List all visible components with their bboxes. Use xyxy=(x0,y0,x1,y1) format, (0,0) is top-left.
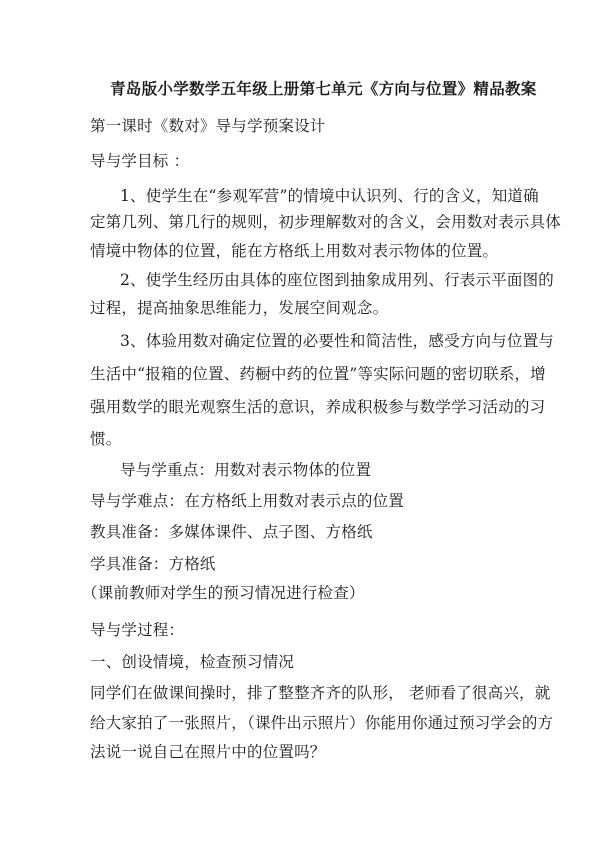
goal-1-line-1: 1、使学生在“参观军营”的情境中认识列、行的含义，知道确 xyxy=(120,187,539,205)
goal-2-line-1: 2、使学生经历由具体的座位图到抽象成用列、行表示平面图的 xyxy=(120,271,554,289)
process-heading: 导与学过程： xyxy=(90,621,185,639)
student-tools: 学具准备：方格纸 xyxy=(90,555,216,573)
preview-check: （课前教师对学生的预习情况进行检查） xyxy=(82,584,365,602)
lesson-title: 第一课时《数对》导与学预案设计 xyxy=(90,117,326,135)
document-title: 青岛版小学数学五年级上册第七单元《方向与位置》精品教案 xyxy=(110,79,537,98)
key-point: 导与学重点：用数对表示物体的位置 xyxy=(120,461,372,479)
goal-3-line-1: 3、体验用数对确定位置的必要性和简洁性，感受方向与位置与 xyxy=(120,332,554,350)
goal-1-line-2: 定第几列、第几行的规则，初步理解数对的含义，会用数对表示具体 xyxy=(90,213,562,231)
goals-heading: 导与学目标 ： xyxy=(90,152,190,170)
paragraph-line-2: 给大家拍了一张照片，（课件出示照片）你能用你通过预习学会的方 xyxy=(90,714,554,732)
teacher-tools: 教具准备：多媒体课件、点子图、方格纸 xyxy=(90,523,373,541)
paragraph-line-3: 法说一说自己在照片中的位置吗？ xyxy=(90,743,326,761)
difficulty: 导与学难点：在方格纸上用数对表示点的位置 xyxy=(90,492,405,510)
section-1-heading: 一、创设情境，检查预习情况 xyxy=(90,653,295,671)
goal-3-line-2: 生活中“报箱的位置、药橱中药的位置”等实际问题的密切联系，增 xyxy=(90,365,546,383)
goal-3-line-4: 惯。 xyxy=(90,430,122,448)
goal-3-line-3: 强用数学的眼光观察生活的意识，养成积极参与数学学习活动的习 xyxy=(90,398,546,416)
goal-2-line-2: 过程，提高抽象思维能力，发展空间观念。 xyxy=(90,299,389,317)
paragraph-line-1: 同学们在做课间操时，排了整整齐齐的队形， 老师看了很高兴，就 xyxy=(90,684,551,702)
goal-1-line-3: 情境中物体的位置，能在方格纸上用数对表示物体的位置。 xyxy=(90,242,499,260)
